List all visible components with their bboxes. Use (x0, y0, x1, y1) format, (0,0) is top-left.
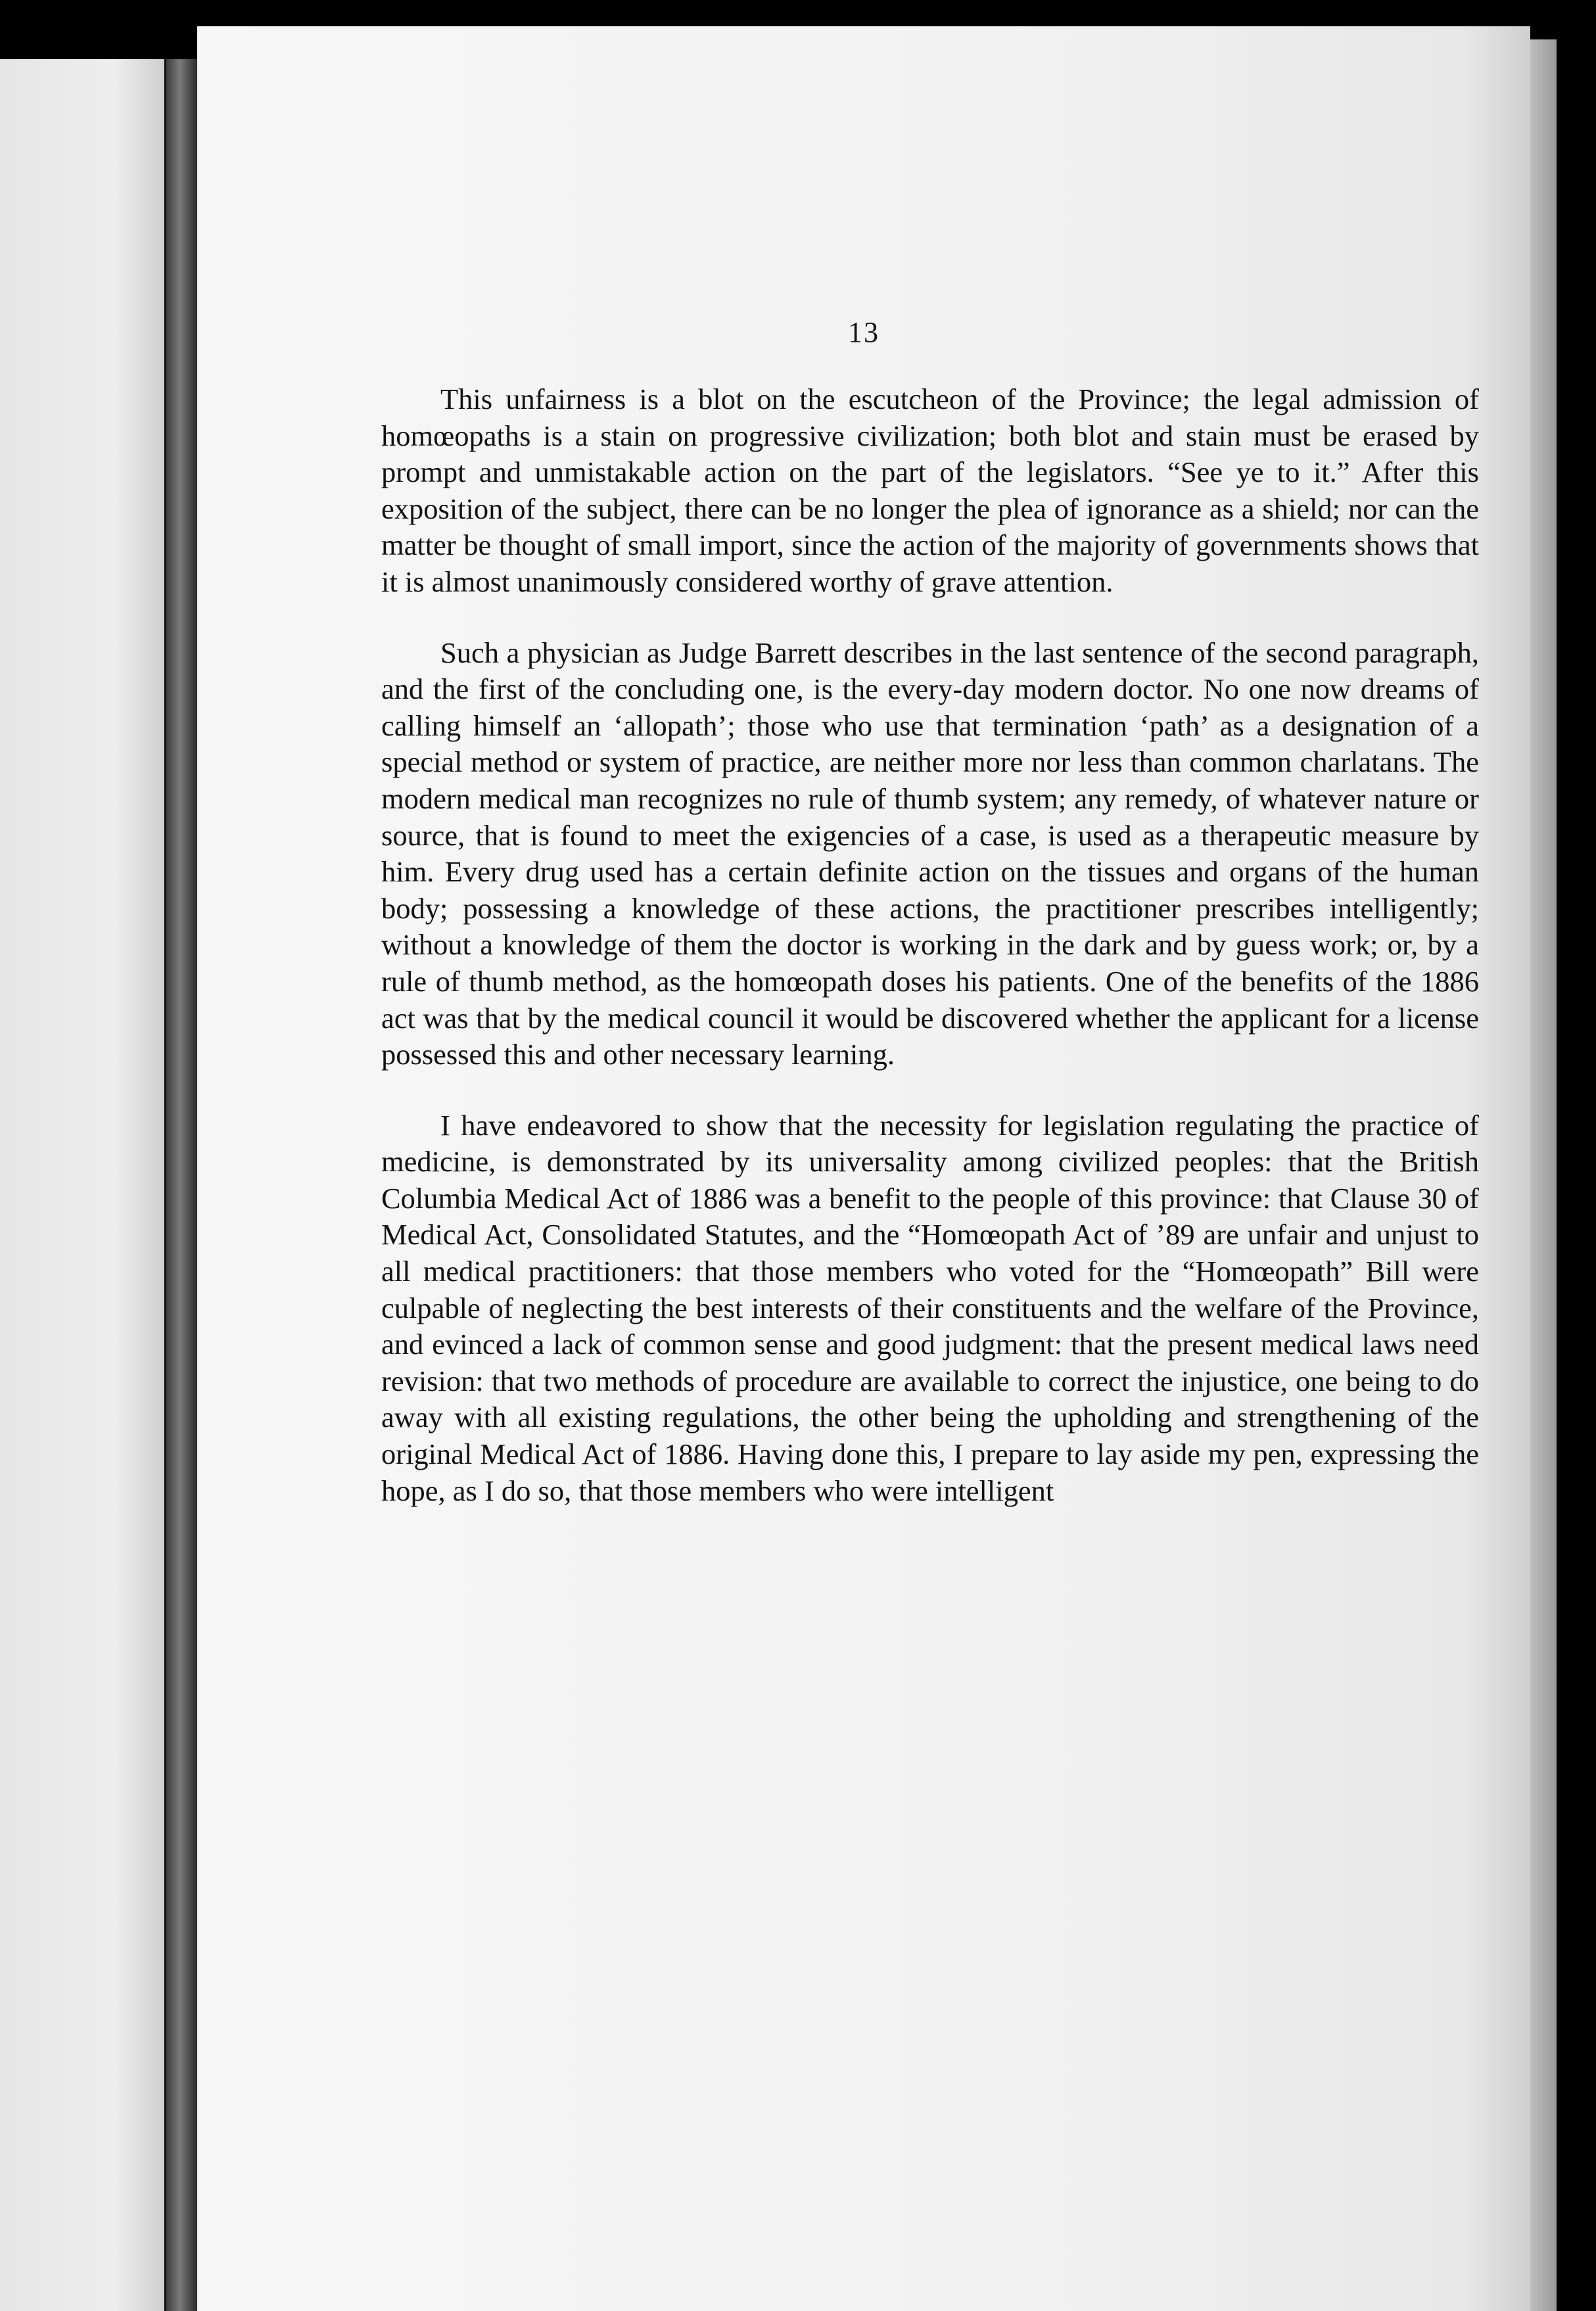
facing-page-edge (0, 59, 164, 2311)
paragraph-2: Such a physician as Judge Barrett describes in the last sentence of the second paragraph, and the first of the concluding one, is the every-day modern doctor. No one now dreams of calling himself an ‘allopath’; those who use that termination ‘path’ as a designation of a special method or system of practice, are neither more nor less than common charlatans. The modern medical man recognizes no rule of thumb system; any remedy, of whatever nature or source, that is found to meet the exigencies of a case, is used as a therapeutic measure by him. Every drug used has a certain definite action on the tissues and organs of the human body; possessing a knowledge of these actions, the practitioner prescribes intelligently; without a knowledge of them the doctor is working in the dark and by guess work; or, by a rule of thumb method, as the homœopath doses his patients. One of the benefits of the 1886 act was that by the medical council it would be discovered whether the applicant for a license possessed this and other necessary learning. (381, 636, 1479, 1071)
paragraph-3: I have endeavored to show that the necessity for legislation regulating the practice of medicine, is demonstrated by its universality among civilized peoples: that the British Columbia Medical Act of 1886 was a benefit to the people of this province: that Clause 30 of Medical Act, Consolidated Statutes, and the “Homœopath Act of ’89 are unfair and unjust to all medical practitioners: that those members who voted for the “Homœopath” Bill were culpable of neglecting the best interests of their constituents and the welfare of the Province, and evinced a lack of common sense and good judgment: that the present medical laws need revision: that two methods of procedure are available to correct the injustice, one being to do away with all existing regulations, the other being the upholding and strengthening of the original Medical Act of 1886. Having done this, I prepare to lay aside my pen, expressing the hope, as I do so, that those members who were intelligent (381, 1108, 1479, 1507)
page-number: 13 (848, 316, 880, 348)
paragraph-1: This unfairness is a blot on the escutcheon of the Province; the legal admission of homœopaths is a stain on progressive civilization; both blot and stain must be erased by prompt and unmistakable action on the part of the legislators. “See ye to it.” After this exposition of the subject, there can be no longer the plea of ignorance as a shield; nor can the matter be thought of small import, since the action of the majority of governments shows that it is almost unanimously considered worthy of grave attention. (381, 383, 1479, 598)
book-page (197, 26, 1530, 2311)
body-text (381, 381, 1479, 1509)
book-gutter (166, 59, 197, 2311)
page-stack-edge (1530, 39, 1557, 2311)
